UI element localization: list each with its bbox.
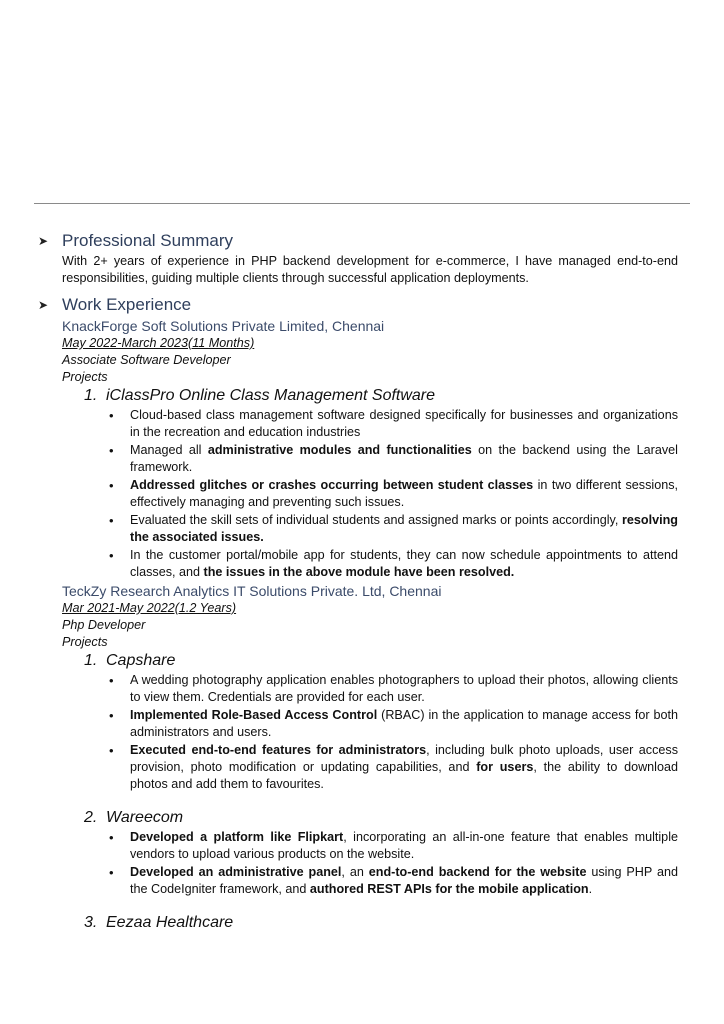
list-item [107,742,678,793]
list-item [107,864,678,898]
section-heading [38,229,678,253]
project-title-row [84,808,678,828]
bold-text: Implemented Role-Based Access Control [130,708,378,722]
project-number: 1. [84,652,98,669]
arrow-bullet-icon: ➤ [38,298,49,312]
projects-label: Projects [62,635,108,649]
summary-heading: Professional Summary [62,231,234,250]
bold-text: Developed an administrative panel [130,865,342,879]
text: in two different sessions, effectively managing and preventing such issues. [130,478,678,509]
employment-dates: May 2022-March 2023(11 Months) [62,336,255,350]
bold-text: Developed a platform like Flipkart [130,830,344,844]
bold-text: Addressed glitches or crashes occurring between student classes [130,478,534,492]
project-title-row [84,386,678,406]
project-title: Eezaa Healthcare [106,914,234,931]
project-entry [62,386,678,581]
text: In the customer portal/mobile app for students, they can now schedule appointments to attend classes, and [130,548,678,579]
list-item [107,442,678,476]
project-number: 1. [84,387,98,404]
text: , an [341,865,369,879]
horizontal-divider [34,203,690,204]
list-item [107,672,678,706]
resume-content [38,229,678,933]
company-name: KnackForge Soft Solutions Private Limited, Chennai [62,318,385,334]
project-title: Wareecom [106,809,184,826]
bold-text: Executed end-to-end features for administrators [130,743,427,757]
project-title: Capshare [106,652,176,669]
project-title-row [84,651,678,671]
bold-text: administrative modules and functionalities [207,443,472,457]
job-entry [62,317,678,581]
bold-text: resolving the associated issues. [130,513,678,544]
bold-text: authored REST APIs for the mobile application [309,882,589,896]
work-heading: Work Experience [62,295,192,314]
job-role: Associate Software Developer [62,353,231,367]
job-role: Php Developer [62,618,146,632]
project-title-row [84,913,678,933]
job-entry [62,582,678,933]
text: . [588,882,593,896]
bold-text: the issues in the above module have been resolved. [203,565,515,579]
text: Managed all [130,443,208,457]
project-entry [62,913,678,933]
text: , the ability to download photos and add them to favourites. [130,760,678,791]
list-item [107,477,678,511]
list-item [107,407,678,441]
project-bullets [107,407,678,581]
project-entry [62,651,678,808]
list-item [107,829,678,863]
list-item [107,547,678,581]
projects-label: Projects [62,370,108,384]
text: , incorporating an all-in-one feature that enables multiple vendors to upload various products on the website. [130,830,678,861]
text: A wedding photography application enables photographers to upload their photos, allowing clients to view them. Credentials are provided for each user. [130,673,678,704]
project-bullets [107,672,678,793]
bold-text: for users [476,760,534,774]
text: using PHP and the CodeIgniter framework, and [130,865,678,896]
project-title: iClassPro Online Class Management Software [106,387,436,404]
professional-summary-section [38,229,678,287]
project-number: 3. [84,914,98,931]
project-bullets [107,829,678,898]
list-item [107,512,678,546]
arrow-bullet-icon: ➤ [38,234,49,248]
text: Evaluated the skill sets of individual students and assigned marks or points accordingly, [130,513,622,527]
company-name: TeckZy Research Analytics IT Solutions Private. Ltd, Chennai [62,583,442,599]
summary-text: With 2+ years of experience in PHP backend development for e-commerce, I have managed end-to-end responsibilities, guiding multiple clients through successful application deployments. [62,254,678,285]
list-item [107,707,678,741]
project-entry [62,808,678,913]
section-heading [38,293,678,317]
work-experience-section [38,293,678,933]
employment-dates: Mar 2021-May 2022(1.2 Years) [62,601,237,615]
text: on the backend using the Laravel framework. [130,443,678,474]
text: , including bulk photo uploads, user access provision, photo modification or updating capabilities, and [130,743,678,774]
text: (RBAC) in the application to manage access for both administrators and users. [130,708,678,739]
text: Cloud-based class management software designed specifically for businesses and organizations in the recreation and education industries [130,408,678,439]
job-list [62,317,678,933]
project-number: 2. [84,809,98,826]
bold-text: end-to-end backend for the website [368,865,587,879]
